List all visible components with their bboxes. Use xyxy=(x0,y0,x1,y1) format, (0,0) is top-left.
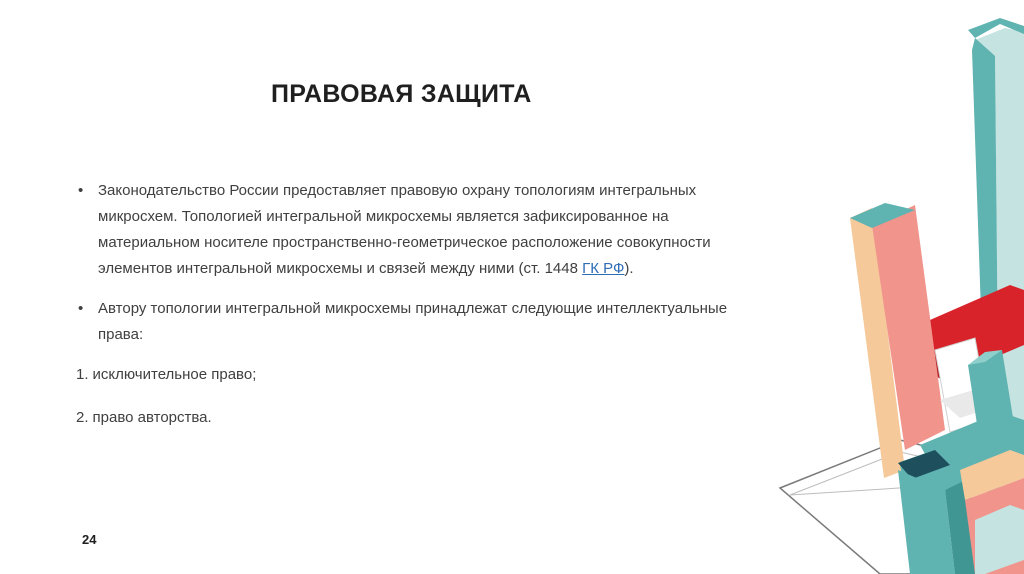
bullet-glyph: • xyxy=(78,300,84,317)
bullet-item-rights xyxy=(76,296,736,348)
bullet-text: Автору топологии интегральной микросхемы принадлежат следующие интеллектуальные права: xyxy=(98,300,728,343)
lower-salmon-slab xyxy=(965,478,1024,574)
item-text: право авторства. xyxy=(92,409,212,426)
base-plate xyxy=(780,440,1024,574)
tall-tower-side xyxy=(972,38,1000,574)
salmon-pillar xyxy=(872,205,945,450)
dark-block xyxy=(898,450,950,479)
tall-tower-front xyxy=(975,28,1024,574)
tall-tower-top xyxy=(968,18,1024,38)
red-slab xyxy=(930,285,1024,372)
item-number: 2. xyxy=(76,409,89,426)
teal-column xyxy=(968,350,1015,444)
pillar-cap xyxy=(850,203,915,228)
teal-beam xyxy=(920,412,1024,490)
bullet-text-end: ). xyxy=(624,260,634,277)
slide-title: ПРАВОВАЯ ЗАЩИТА xyxy=(271,80,532,108)
peach-pillar xyxy=(850,208,905,478)
item-text: исключительное право; xyxy=(92,366,257,383)
gk-rf-link[interactable]: ГК РФ xyxy=(582,260,625,277)
slide-content xyxy=(76,178,736,448)
bullet-glyph: • xyxy=(78,182,84,199)
numbered-item-exclusive-right xyxy=(76,362,736,388)
numbered-item-authorship-right xyxy=(76,405,736,431)
lower-teal-block xyxy=(898,470,955,574)
page-number: 24 xyxy=(82,532,97,547)
bullet-item-legislation xyxy=(76,178,736,282)
bullet-text: Законодательство России предоставляет правовую охрану топологиям интегральных микросхем. Топологией интегральной микросхемы является зафиксированное на материальном носителе пространственно-геометрическое расположение совокупности элементов интегральной микросхемы и связей между ними (ст. 1448 xyxy=(98,182,711,277)
item-number: 1. xyxy=(76,366,89,383)
